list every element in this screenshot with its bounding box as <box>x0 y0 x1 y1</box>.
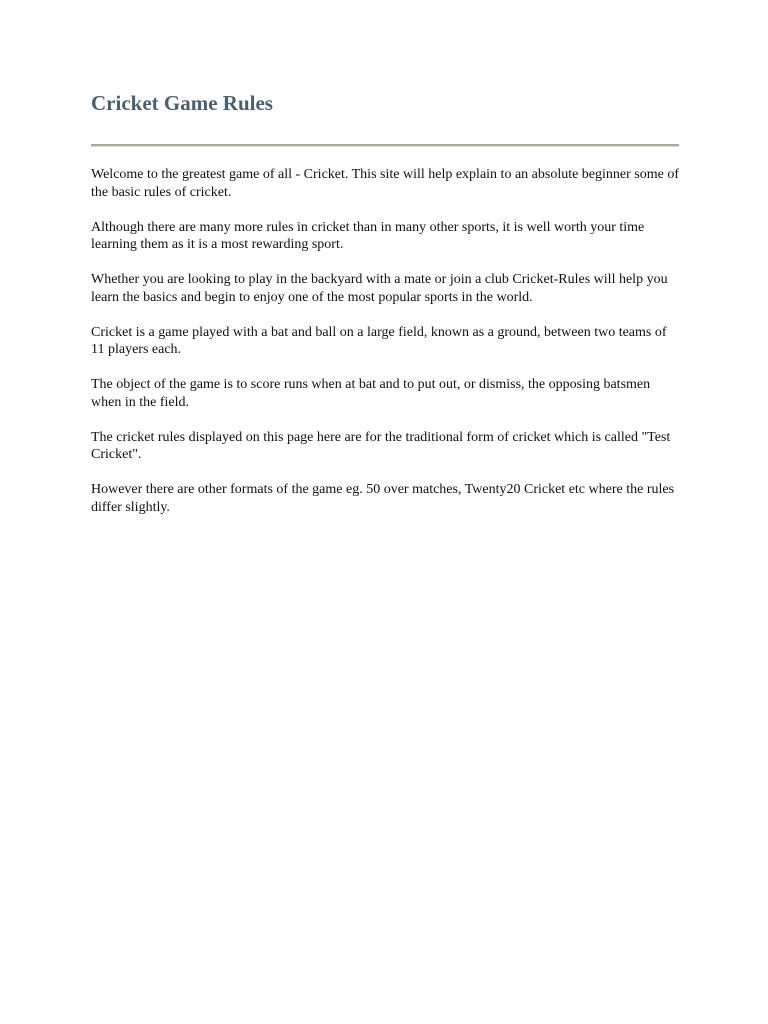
paragraph-test-cricket: The cricket rules displayed on this page here are for the traditional form of cricket which is called "Test Cricket". <box>91 429 671 462</box>
paragraph-other-formats: However there are other formats of the game eg. 50 over matches, Twenty20 Cricket etc where the rules differ slightly. <box>91 482 675 515</box>
document-content <box>91 88 679 534</box>
page-title: Cricket Game Rules <box>91 91 273 115</box>
paragraph-backyard: Whether you are looking to play in the backyard with a mate or join a club Cricket-Rules will help you learn the basics and begin to enjoy one of the most popular sports in the world. <box>91 272 668 305</box>
body-text <box>91 166 679 516</box>
title-divider <box>91 144 679 147</box>
paragraph-game-description: Cricket is a game played with a bat and ball on a large field, known as a ground, between two teams of 11 players each. <box>91 324 667 357</box>
paragraph-many-rules: Although there are many more rules in cricket than in many other sports, it is well worth your time learning them as it is a most rewarding sport. <box>91 219 645 252</box>
paragraph-welcome: Welcome to the greatest game of all - Cricket. This site will help explain to an absolute beginner some of the basic rules of cricket. <box>91 167 679 200</box>
paragraph-object: The object of the game is to score runs when at bat and to put out, or dismiss, the opposing batsmen when in the field. <box>91 377 651 410</box>
